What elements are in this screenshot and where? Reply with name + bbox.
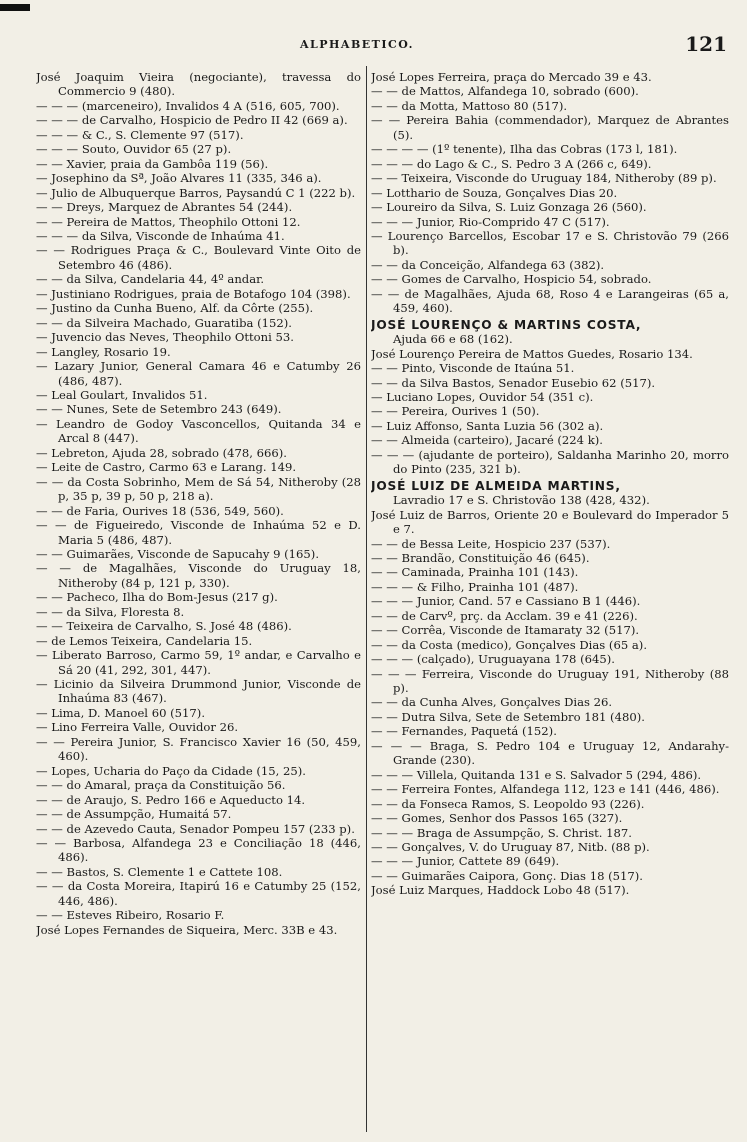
page-header [0,32,747,60]
directory-entry: — — da Costa Moreira, Itapirú 16 e Catumby 25 (152, 446, 486). [36,879,361,908]
directory-entry: — Lourenço Barcellos, Escobar 17 e S. Christovão 79 (266 b). [371,228,729,258]
directory-entry: José Joaquim Vieira (negociante), travessa do Commercio 9 (480). [36,70,361,99]
directory-entry: — — de Figueiredo, Visconde de Inhaúma 52 e D. Maria 5 (486, 487). [36,518,361,547]
directory-entry: — Josephino da Sª, João Alvares 11 (335, 346 a). [36,171,322,186]
directory-entry: — — de Azevedo Cauta, Senador Pompeu 157 (233 p). [36,821,355,836]
directory-entry: — Juvencio das Neves, Theophilo Ottoni 53. [36,330,294,345]
directory-entry: — — Gomes, Senhor dos Passos 165 (327). [371,811,623,826]
directory-entry: — — Bastos, S. Clemente 1 e Cattete 108. [36,864,283,879]
directory-entry: — — Xavier, praia da Gambôa 119 (56). [36,156,269,171]
left-column [36,70,361,1130]
directory-entry: — — Pereira Bahia (commendador), Marquez de Abrantes (5). [371,113,729,142]
directory-entry: — — da Cunha Alves, Gonçalves Dias 26. [371,695,613,710]
directory-entry: — — Esteves Ribeiro, Rosario F. [36,908,225,923]
directory-entry: — Leal Goulart, Invalidos 51. [36,387,208,402]
directory-entry: — — Dreys, Marquez de Abrantes 54 (244). [36,200,293,215]
directory-entry: — — Pereira, Ourives 1 (50). [371,404,540,419]
directory-entry: — — de Faria, Ourives 18 (536, 549, 560). [36,503,284,518]
directory-entry: — — de Carvº, prç. da Acclam. 39 e 41 (226). [371,608,638,623]
column-divider [366,66,367,1132]
directory-entry: — — da Silva, Floresta 8. [36,604,185,619]
directory-entry: — — — (calçado), Uruguayana 178 (645). [371,652,615,667]
directory-entry: — — — do Lago & C., S. Pedro 3 A (266 c, 649). [371,156,652,171]
directory-entry: — — — Junior, Cattete 89 (649). [371,854,560,869]
directory-entry: — Lima, D. Manoel 60 (517). [36,705,205,720]
directory-entry: — — da Silveira Machado, Guaratiba (152). [36,315,292,330]
directory-entry: — — — Souto, Ouvidor 65 (27 p). [36,142,232,157]
directory-entry: — Lopes, Ucharia do Paço da Cidade (15, 25). [36,763,306,778]
directory-entry: — — de Bessa Leite, Hospicio 237 (537). [371,536,611,551]
directory-entry: — — de Araujo, S. Pedro 166 e Aqueducto 14. [36,792,306,807]
directory-entry: — Julio de Albuquerque Barros, Paysandú C 1 (222 b). [36,185,356,200]
directory-entry: — — Guimarães, Visconde de Sapucahy 9 (165). [36,546,320,561]
directory-entry: — — da Costa Sobrinho, Mem de Sá 54, Nitheroby (28 p, 35 p, 39 p, 50 p, 218 a). [36,474,361,504]
directory-entry: — — — de Carvalho, Hospicio de Pedro II 42 (669 a). [36,113,348,128]
directory-entry: — — — Ferreira, Visconde do Uruguay 191, Nitheroby (88 p). [371,666,729,696]
directory-entry: — Lebreton, Ajuda 28, sobrado (478, 666). [36,445,287,460]
directory-entry: — — — Braga de Assumpção, S. Christ. 187. [371,825,632,840]
directory-entry: — — — Junior, Cand. 57 e Cassiano B 1 (446). [371,594,641,609]
directory-entry: — de Lemos Teixeira, Candelaria 15. [36,633,253,648]
directory-entry: — Liberato Barroso, Carmo 59, 1º andar, e Carvalho e Sá 20 (41, 292, 301, 447). [36,648,361,677]
directory-entry: — Lazary Junior, General Camara 46 e Catumby 26 (486, 487). [36,359,361,388]
directory-entry: — Licinio da Silveira Drummond Junior, Visconde de Inhaúma 83 (467). [36,677,361,706]
directory-entry: — — Dutra Silva, Sete de Setembro 181 (480). [371,709,645,724]
directory-entry: — — Gonçalves, V. do Uruguay 87, Nitb. (88 p). [371,840,650,855]
directory-entry: — — Almeida (carteiro), Jacaré (224 k). [371,433,603,448]
directory-entry: — Leite de Castro, Carmo 63 e Larang. 149. [36,460,297,475]
directory-entry: José Luiz de Barros, Oriente 20 e Boulevard do Imperador 5 e 7. [371,507,729,537]
directory-entry: — — Rodrigues Praça & C., Boulevard Vinte Oito de Setembro 46 (486). [36,243,361,272]
directory-entry: — — de Assumpção, Humaitá 57. [36,807,232,822]
directory-entry: — — da Conceição, Alfandega 63 (382). [371,257,605,272]
directory-entry: — — Ferreira Fontes, Alfandega 112, 123 e 141 (446, 486). [371,782,720,797]
directory-entry: — — Pacheco, Ilha do Bom-Jesus (217 g). [36,590,278,605]
directory-heading: JOSÉ LOURENÇO & MARTINS COSTA, [371,317,642,332]
directory-entry: — — Barbosa, Alfandega 23 e Conciliação 18 (446, 486). [36,836,361,865]
directory-entry: José Lopes Fernandes de Siqueira, Merc. 33B e 43. [36,922,338,937]
page-title: ALPHABETICO. [300,38,415,51]
directory-entry: — Luiz Affonso, Santa Luzia 56 (302 a). [371,418,604,433]
directory-entry: — — da Costa (medico), Gonçalves Dias (65 a). [371,637,648,652]
directory-entry: — — — da Silva, Visconde de Inhaúma 41. [36,228,285,243]
directory-entry: — — — Braga, S. Pedro 104 e Uruguay 12, Andarahy-Grande (230). [371,738,729,768]
directory-entry: — — Caminada, Prainha 101 (143). [371,565,579,580]
directory-entry: — Loureiro da Silva, S. Luiz Gonzaga 26 (560). [371,200,647,215]
directory-entry: — — Guimarães Caipora, Gonç. Dias 18 (517). [371,868,643,883]
directory-entry: — Luciano Lopes, Ouvidor 54 (351 c). [371,389,594,404]
directory-entry: Ajuda 66 e 68 (162). [393,332,513,347]
page-number: 121 [685,32,727,56]
directory-entry: — — da Fonseca Ramos, S. Leopoldo 93 (226). [371,796,645,811]
directory-entry: — Justiniano Rodrigues, praia de Botafogo 104 (398). [36,286,351,301]
corner-ink-mark [0,4,30,11]
directory-entry: — — de Magalhães, Visconde do Uruguay 18, Nitheroby (84 p, 121 p, 330). [36,561,361,590]
directory-entry: José Lopes Ferreira, praça do Mercado 39 e 43. [371,70,652,84]
directory-entry: — — Teixeira de Carvalho, S. José 48 (486). [36,619,292,634]
directory-entry: — — Pereira de Mattos, Theophilo Ottoni 12. [36,214,301,229]
directory-entry: — — Fernandes, Paquetá (152). [371,724,557,739]
directory-entry: — — da Motta, Mattoso 80 (517). [371,98,568,113]
directory-entry: — — Pereira Junior, S. Francisco Xavier 16 (50, 459, 460). [36,734,361,764]
directory-entry: — — — Villela, Quitanda 131 e S. Salvador 5 (294, 486). [371,767,702,782]
directory-entry: José Luiz Marques, Haddock Lobo 48 (517). [371,883,630,898]
directory-entry: — — da Silva Bastos, Senador Eusebio 62 (517). [371,375,656,390]
directory-entry: — — — (ajudante de porteiro), Saldanha Marinho 20, morro do Pinto (235, 321 b). [371,447,729,477]
directory-entry: — — — & C., S. Clemente 97 (517). [36,127,244,142]
directory-entry: — Langley, Rosario 19. [36,344,171,359]
directory-entry: — — — (marceneiro), Invalidos 4 A (516, 605, 700). [36,98,340,113]
directory-entry: — — — — (1º tenente), Ilha das Cobras (173 l, 181). [371,142,678,157]
directory-entry: — — de Mattos, Alfandega 10, sobrado (600). [371,84,639,99]
directory-entry: — — Pinto, Visconde de Itaúna 51. [371,361,575,376]
directory-entry: — — Nunes, Sete de Setembro 243 (649). [36,402,282,417]
directory-entry: — — Corrêa, Visconde de Itamaraty 32 (517). [371,623,640,638]
directory-entry: José Lourenço Pereira de Mattos Guedes, Rosario 134. [371,346,693,361]
directory-entry: — — Teixeira, Visconde do Uruguay 184, Nitheroby (89 p). [371,171,717,186]
directory-entry: — Justino da Cunha Bueno, Alf. da Côrte (255). [36,301,314,316]
directory-heading: JOSÉ LUIZ DE ALMEIDA MARTINS, [371,478,621,493]
directory-entry: — Lotthario de Souza, Gonçalves Dias 20. [371,185,618,200]
directory-entry: — — da Silva, Candelaria 44, 4º andar. [36,272,265,287]
directory-entry: — — de Magalhães, Ajuda 68, Roso 4 e Larangeiras (65 a, 459, 460). [371,286,729,316]
directory-entry: — — do Amaral, praça da Constituição 56. [36,778,286,793]
directory-entry: — Lino Ferreira Valle, Ouvidor 26. [36,720,239,735]
right-column [371,70,729,1130]
directory-entry: — — — Junior, Rio-Comprido 47 C (517). [371,214,610,229]
directory-entry: — Leandro de Godoy Vasconcellos, Quitanda 34 e Arcal 8 (447). [36,416,361,446]
directory-entry: — — — & Filho, Prainha 101 (487). [371,579,579,594]
directory-entry: — — Brandão, Constituição 46 (645). [371,550,590,565]
directory-entry: — — Gomes de Carvalho, Hospicio 54, sobrado. [371,272,652,287]
directory-entry: Lavradio 17 e S. Christovão 138 (428, 432). [393,493,650,508]
